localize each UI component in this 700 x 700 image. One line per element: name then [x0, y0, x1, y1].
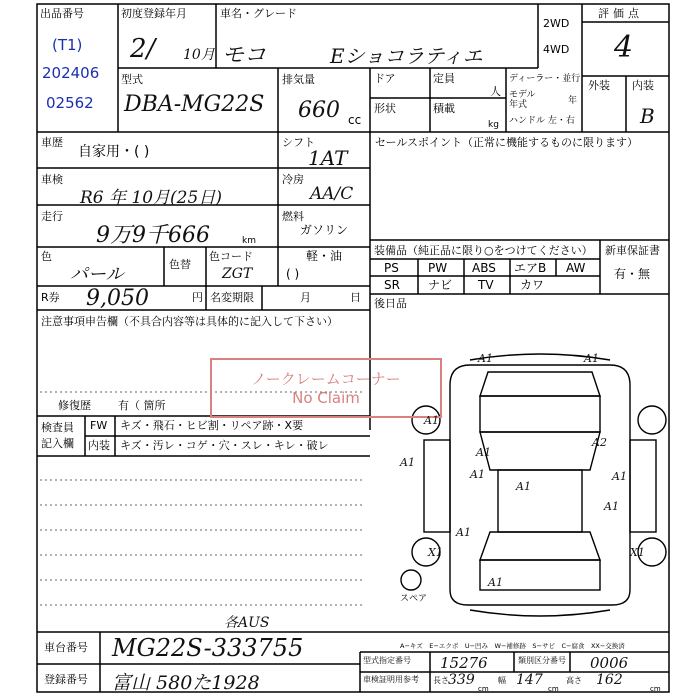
repair-label: 修復歴 — [58, 399, 91, 412]
model-name-value: モコ — [222, 43, 267, 68]
drive-2wd: 2WD — [543, 17, 570, 30]
capacity-unit: 人 — [490, 85, 501, 98]
height-label: 高さ — [566, 676, 582, 685]
cert-label: 車検証明用参考 — [363, 675, 419, 684]
inspector-interior-label: 内装 — [88, 439, 110, 452]
color-label: 色 — [41, 250, 52, 263]
r-value: 9,050 — [86, 286, 149, 311]
no-claim-stamp — [210, 358, 442, 418]
mileage-label: 走行 — [41, 210, 63, 223]
mark-wheel-rl: X1 — [428, 546, 443, 559]
fuel-gas: ガソリン — [300, 223, 349, 237]
mark-front-left: A1 — [478, 352, 493, 365]
equip-ps: PS — [384, 261, 399, 275]
reg-year-value: 2/ — [130, 34, 156, 64]
displacement-unit: cc — [348, 113, 362, 127]
equip-tv: TV — [478, 278, 494, 292]
mileage-unit: km — [242, 236, 256, 246]
height-unit: cm — [650, 685, 661, 693]
repair-value: 有（ 箇所 — [118, 399, 166, 412]
interior-label: 内装 — [632, 79, 654, 92]
score-label: 評価点 — [598, 7, 643, 20]
reg-year-label: 初度登録年月 — [121, 7, 187, 20]
chassis-label: 車台番号 — [44, 641, 88, 654]
equip-leather: カワ — [520, 278, 545, 292]
inspector-interior-text: キズ・汚レ・コゲ・穴・スレ・キレ・破レ — [120, 439, 329, 452]
stamp-line-2: No Claim — [292, 389, 360, 407]
displacement-label: 排気量 — [282, 73, 315, 86]
color-value: パール — [70, 264, 124, 285]
model-year-unit: 年 — [568, 96, 578, 106]
later-label: 後日品 — [374, 297, 407, 310]
fuel-paren: ( ) — [286, 267, 300, 281]
load-label: 積載 — [433, 102, 455, 115]
type-code-value: 15276 — [440, 654, 488, 672]
plate-value: 富山 580た1928 — [112, 672, 260, 694]
lot-label: 出品番号 — [40, 7, 84, 20]
mark-hood: A1 — [476, 446, 491, 459]
length-value: 339 — [448, 672, 475, 688]
length-label: 長さ — [433, 676, 449, 685]
model-year-label: モデル年式 — [509, 90, 536, 110]
colorcode-value: ZGT — [222, 266, 253, 282]
notes-label: 注意事項申告欄（不具合内容等は具体的に記入して下さい） — [41, 315, 338, 328]
fw-label: FW — [90, 419, 108, 432]
plate-label: 登録番号 — [44, 673, 88, 686]
shape-label: 形状 — [374, 102, 396, 115]
category-value: 0006 — [590, 654, 629, 672]
mark-center: A1 — [516, 480, 531, 493]
lot-line-1: (T1) — [52, 36, 83, 54]
r-unit: 円 — [192, 291, 203, 304]
width-label: 幅 — [498, 676, 506, 685]
capacity-label: 定員 — [433, 72, 455, 85]
exterior-label: 外装 — [588, 79, 610, 92]
sales-point-label: セールスポイント（正常に機能するものに限ります） — [375, 136, 639, 149]
width-unit: cm — [548, 685, 559, 693]
mark-rear-door-right: A1 — [604, 500, 619, 513]
inspector-label-2: 記入欄 — [41, 437, 74, 450]
inspector-label-1: 検査員 — [41, 421, 74, 434]
equip-airbag: エアB — [514, 261, 547, 275]
inspection-label: 車検 — [41, 173, 63, 186]
ac-value: AA/C — [310, 184, 354, 204]
warranty-value: 有・無 — [614, 267, 651, 281]
reg-month-value: 10月 — [183, 47, 215, 63]
height-value: 162 — [596, 672, 623, 688]
handle-label: ハンドル 左・右 — [509, 116, 575, 126]
mark-rear-bumper: A1 — [488, 576, 503, 589]
name-change-label: 名変期限 — [210, 291, 254, 304]
mark-side-right: A2 — [592, 436, 607, 449]
spare-label: スペア — [400, 594, 428, 604]
warranty-label: 新車保証書 — [605, 244, 660, 257]
type-value: DBA-MG22S — [124, 92, 265, 117]
shift-value: 1AT — [308, 146, 348, 170]
stamp-line-1: ノークレームコーナー — [251, 370, 401, 388]
mark-wheel-rr: X1 — [630, 546, 645, 559]
inspection-value: R6 年 10月(25日) — [80, 188, 222, 208]
grade-value: Eショコラティエ — [330, 44, 483, 68]
mileage-value: 9万9千666 — [96, 223, 210, 248]
equip-aw: AW — [566, 261, 586, 275]
equip-pw: PW — [428, 261, 448, 275]
handwritten-note: 各AUS — [224, 615, 270, 631]
width-value: 147 — [516, 672, 543, 688]
fuel-label: 燃料 — [282, 210, 304, 223]
type-code-label: 型式指定番号 — [363, 656, 411, 665]
mark-rear-left: A1 — [456, 526, 471, 539]
r-label: R券 — [41, 291, 60, 304]
displacement-value: 660 — [298, 98, 340, 123]
name-change-day: 日 — [350, 291, 361, 304]
chassis-value: MG22S-333755 — [112, 634, 304, 662]
mark-door-right: A1 — [612, 470, 627, 483]
fw-text: キズ・飛石・ヒビ割・リペア跡・X要 — [120, 419, 304, 432]
door-label: ドア — [374, 72, 396, 85]
type-label: 型式 — [121, 73, 143, 86]
load-unit: kg — [488, 120, 499, 130]
equip-abs: ABS — [472, 261, 496, 275]
score-value: 4 — [614, 30, 634, 65]
length-unit: cm — [478, 685, 489, 693]
history-value: 自家用・( ) — [78, 144, 150, 160]
equipment-label: 装備品（純正品に限り○をつけてください） — [374, 244, 593, 257]
ac-label: 冷房 — [282, 173, 304, 186]
recolor-label: 色替 — [169, 258, 191, 271]
shift-label: シフト — [282, 136, 315, 149]
interior-value: B — [640, 104, 655, 128]
lot-line-3: 02562 — [46, 94, 94, 112]
equip-navi: ナビ — [428, 278, 453, 292]
dealer-label: ディーラー・並行 — [509, 74, 581, 84]
mark-roof: A1 — [470, 468, 485, 481]
fuel-diesel: 軽・油 — [306, 249, 343, 263]
equip-sr: SR — [384, 278, 400, 292]
colorcode-label: 色コード — [209, 250, 253, 263]
drive-4wd: 4WD — [543, 43, 570, 56]
mark-wheel-fl: A1 — [424, 414, 439, 427]
mark-left-side: A1 — [400, 456, 415, 469]
category-label: 類別区分番号 — [518, 656, 566, 665]
mark-front-right: A1 — [584, 352, 599, 365]
model-name-label: 車名・グレード — [220, 7, 297, 20]
lot-line-2: 202406 — [42, 64, 100, 82]
history-label: 車歴 — [41, 136, 63, 149]
name-change-month: 月 — [300, 291, 311, 304]
damage-legend: A−キズ E−エクボ U−凹み W−補修跡 S−サビ C−腐食 XX−交換済 — [400, 642, 625, 650]
